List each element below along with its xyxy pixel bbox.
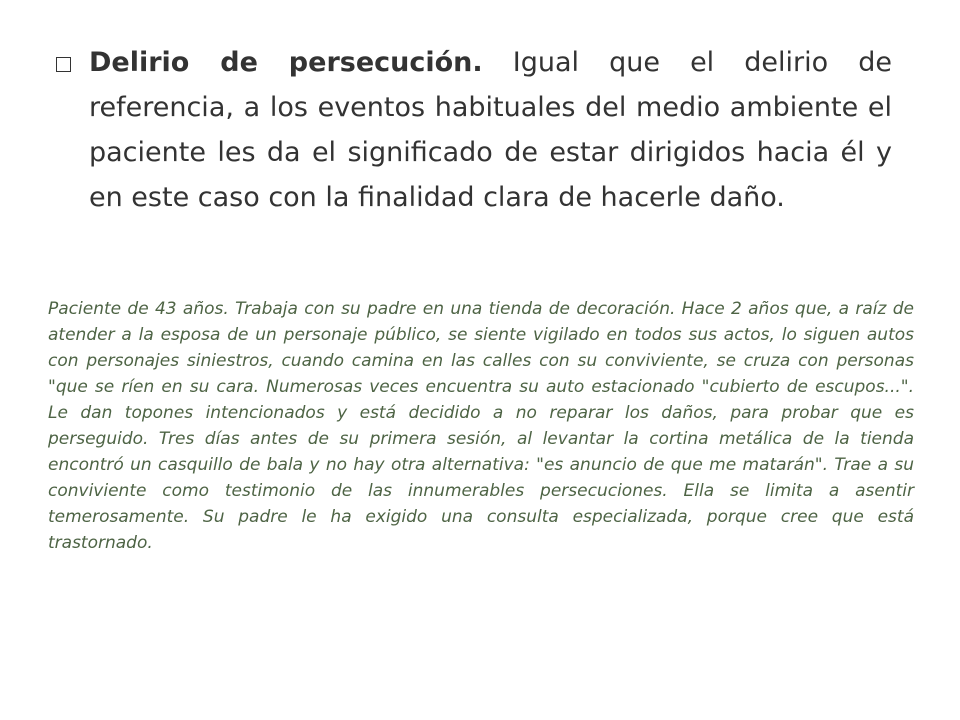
case-example-paragraph: Paciente de 43 años. Trabaja con su padre en una tienda de decoración. Hace 2 años que, a raíz de atender a la esposa de un personaje público, se siente vigilado en todos sus actos, lo siguen autos con personajes siniestros, cuando camina en las calles con su conviviente, se cruza con personas "que se ríen en su cara. Numerosas veces encuentra su auto estacionado "cubierto de escupos...". Le dan topones intencionados y está decidido a no reparar los daños, para probar que es perseguido. Tres días antes de su primera sesión, al levantar la cortina metálica de la tienda encontró un casquillo de bala y no hay otra alternativa: "es anuncio de que me matarán". Trae a su conviviente como testimonio de las innumerables persecuciones. Ella se limita a asentir temerosamente. Su padre le ha exigido una consulta especializada, porque cree que está trastornado. <box>48 299 914 553</box>
bullet-term: Delirio de persecución. <box>89 47 483 78</box>
hollow-square-bullet-icon <box>56 57 71 72</box>
bullet-paragraph <box>89 40 892 220</box>
bullet-point <box>56 40 892 220</box>
bullet-definition: Igual que el delirio de referencia, a los eventos habituales del medio ambiente el paciente les da el significado de estar dirigidos hacia él y en este caso con la finalidad clara de hacerle daño. <box>89 47 892 213</box>
